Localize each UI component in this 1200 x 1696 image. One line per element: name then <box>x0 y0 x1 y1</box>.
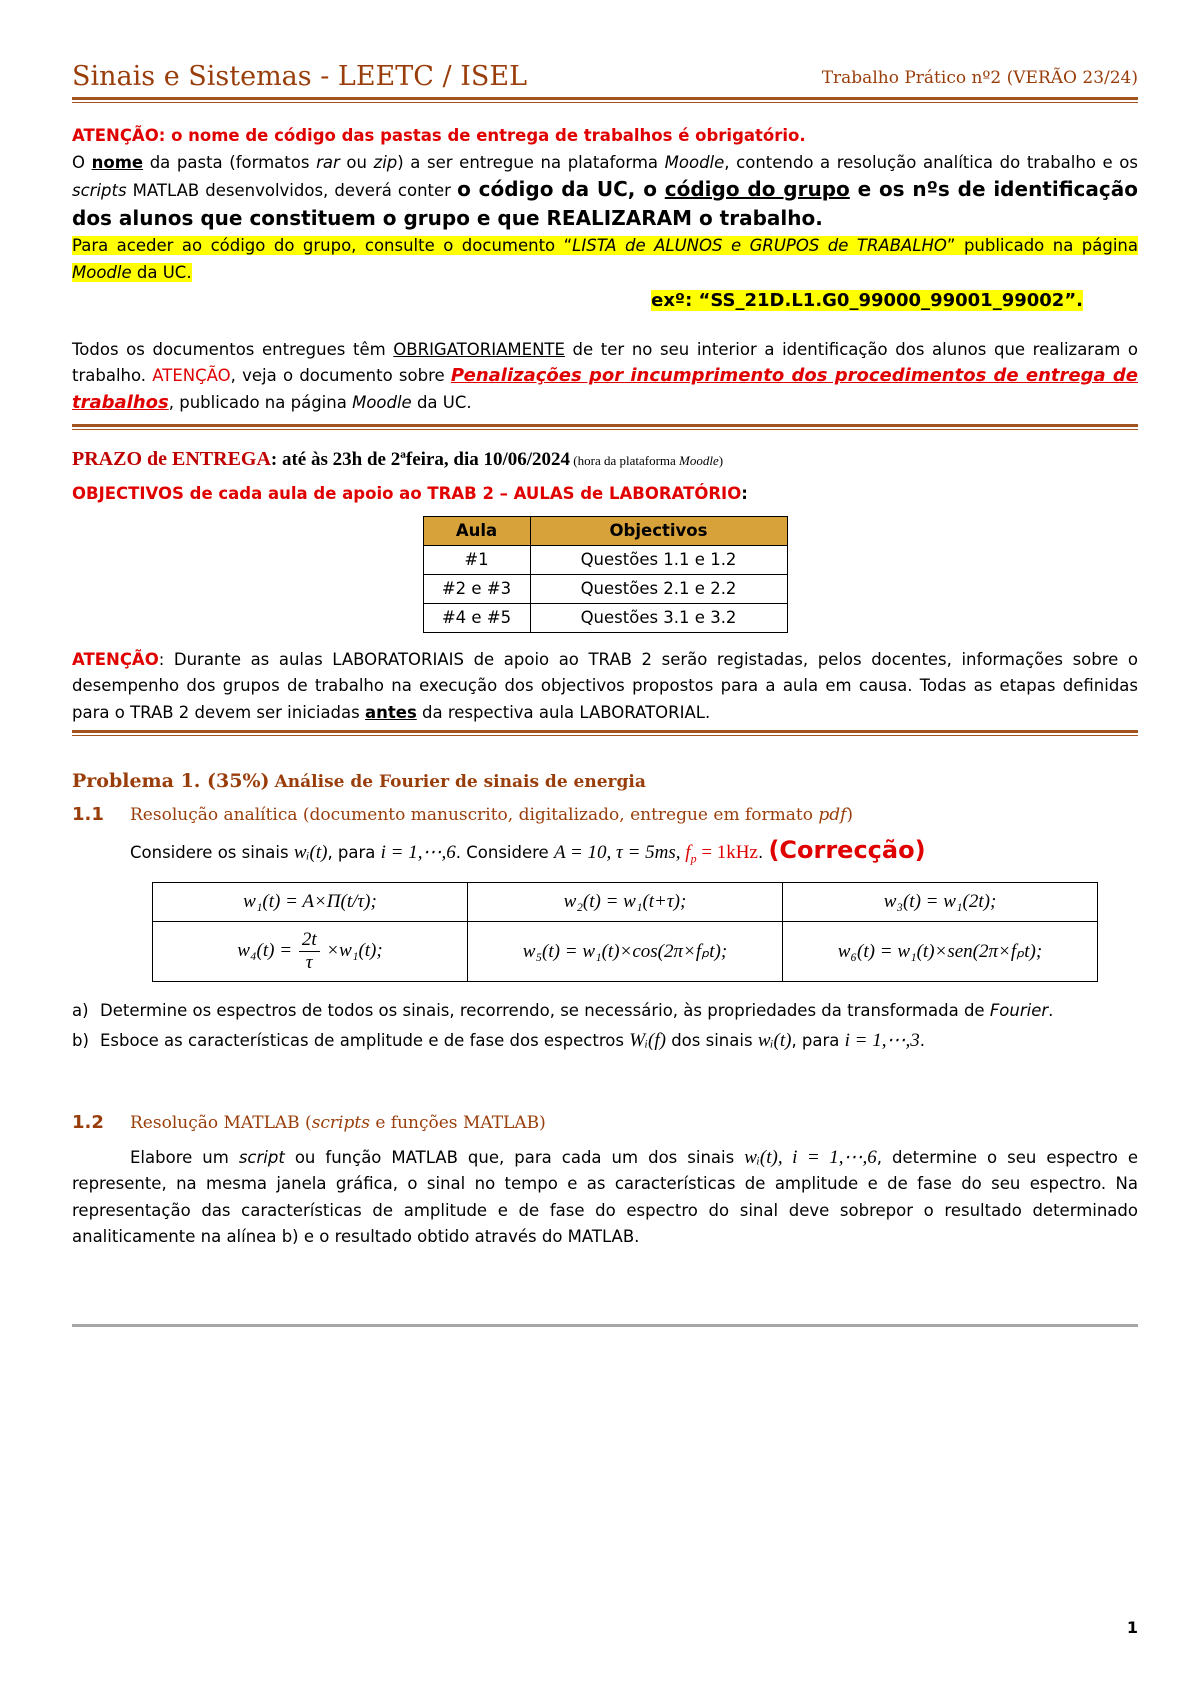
objectives-title: OBJECTIVOS de cada aula de apoio ao TRAB 2 – AULAS de LABORATÓRIO: <box>72 484 748 503</box>
column-header-objectivos: Objectivos <box>530 516 787 545</box>
table-row <box>153 882 1098 921</box>
page-number: 1 <box>1126 1618 1138 1637</box>
correction-label: (Correcção) <box>768 836 926 864</box>
signals-table <box>152 882 1098 982</box>
footer-divider <box>72 1324 1138 1327</box>
attention-title: ATENÇÃO: o nome de código das pastas de entrega de trabalhos é obrigatório. <box>72 126 806 145</box>
group-code-note: Para aceder ao código do grupo, consulte o documento “LISTA de ALUNOS e GRUPOS de TRABALHO” publicado na página Moodle da UC. <box>72 236 1138 282</box>
table-row: #1 Questões 1.1 e 1.2 <box>423 545 787 574</box>
section-divider-1 <box>72 424 1138 430</box>
question-a: a) Determine os espectros de todos os sinais, recorrendo, se necessário, às propriedades da transformada de Fourier. <box>72 1000 1054 1020</box>
table-row <box>153 921 1098 981</box>
penalties-document-link[interactable]: Penalizações por incumprimento dos procedimentos de entrega de trabalhos <box>72 365 1138 413</box>
page-header <box>72 50 1138 92</box>
signal-w4: w₄(t) = $\frac{2t}{\tau}$ ×w₁(t); <box>153 921 468 981</box>
document-page <box>72 50 1138 1251</box>
section-1-2-title: 1.2 Resolução MATLAB (scripts e funções MATLAB) <box>72 1111 546 1133</box>
header-divider <box>72 97 1138 103</box>
signal-w1: w₁(t) = A×Π(t/τ); <box>153 882 468 921</box>
objectives-table <box>423 516 788 633</box>
objectives-table-header <box>423 516 787 545</box>
signal-w3: w₃(t) = w₁(2t); <box>783 882 1098 921</box>
section-1-1-title: 1.1 Resolução analítica (documento manuscrito, digitalizado, entregue em formato pdf) <box>72 804 854 825</box>
signal-w5: w₅(t) = w₁(t)×cos(2π×fₚt); <box>468 921 783 981</box>
fraction: $\frac{2t}{\tau}$ <box>299 929 320 974</box>
consider-line: Considere os sinais wᵢ(t), para i = 1,⋯,6. Considere A = 10, τ = 5ms, $f_p = 1kHz$. (Correcção) <box>130 836 926 866</box>
deadline-line: PRAZO de ENTREGA: até às 23h de 2ªfeira, dia 10/06/2024 (hora da plataforma Moodle) <box>72 448 724 470</box>
column-header-aula: Aula <box>423 516 530 545</box>
signal-w2: w₂(t) = w₁(t+τ); <box>468 882 783 921</box>
section-1-2-paragraph: Elabore um script ou função MATLAB que, para cada um dos sinais wᵢ(t), i = 1,⋯,6, determine o seu espectro e represente, na mesma janela gráfica, o sinal no tempo e as características de amplitude e de fase do seu espectro. Na representação das características de amplitude e de fase do espectro do sinal deve sobrepor o resultado determinado analiticamente na alínea b) e o resultado obtido através do MATLAB. <box>72 1146 1138 1247</box>
problem-1-title: Problema 1. (35%) Análise de Fourier de sinais de energia <box>72 770 646 792</box>
table-row: #4 e #5 Questões 3.1 e 3.2 <box>423 603 787 632</box>
section-divider-2 <box>72 730 1138 736</box>
attention-paragraph-1: O nome da pasta (formatos rar ou zip) a ser entregue na plataforma Moodle, contendo a resolução analítica do trabalho e os scripts MATLAB desenvolvidos, deverá conter o código da UC, o código do grupo e os nºs de identificação dos alunos que constituem o grupo e que REALIZARAM o trabalho. <box>72 152 1138 230</box>
question-b: b) Esboce as características de amplitude e de fase dos espectros Wᵢ(f) dos sinais wᵢ(t), para i = 1,⋯,3. <box>72 1029 926 1051</box>
table-row: #2 e #3 Questões 2.1 e 2.2 <box>423 574 787 603</box>
signal-w6: w₆(t) = w₁(t)×sen(2π×fₚt); <box>783 921 1098 981</box>
folder-name-example: exº: “SS_21D.L1.G0_99000_99001_99002”. <box>651 290 1083 311</box>
header-assignment-title: Trabalho Prático nº2 (VERÃO 23/24) <box>821 68 1138 88</box>
attention-paragraph-2: Todos os documentos entregues têm OBRIGATORIAMENTE de ter no seu interior a identificação dos alunos que realizaram o trabalho. ATENÇÃO, veja o documento sobre Penalizações por incumprimento dos procedimentos de entrega de trabalhos, publicado na página Moodle da UC. <box>72 339 1138 413</box>
attention-paragraph-3: ATENÇÃO: Durante as aulas LABORATORIAIS de apoio ao TRAB 2 serão registadas, pelos docentes, informações sobre o desempenho dos grupos de trabalho na execução dos objectivos propostos para a aula em causa. Todas as etapas definidas para o TRAB 2 devem ser iniciadas antes da respectiva aula LABORATORIAL. <box>72 649 1138 722</box>
header-course-title: Sinais e Sistemas - LEETC / ISEL <box>72 61 527 92</box>
